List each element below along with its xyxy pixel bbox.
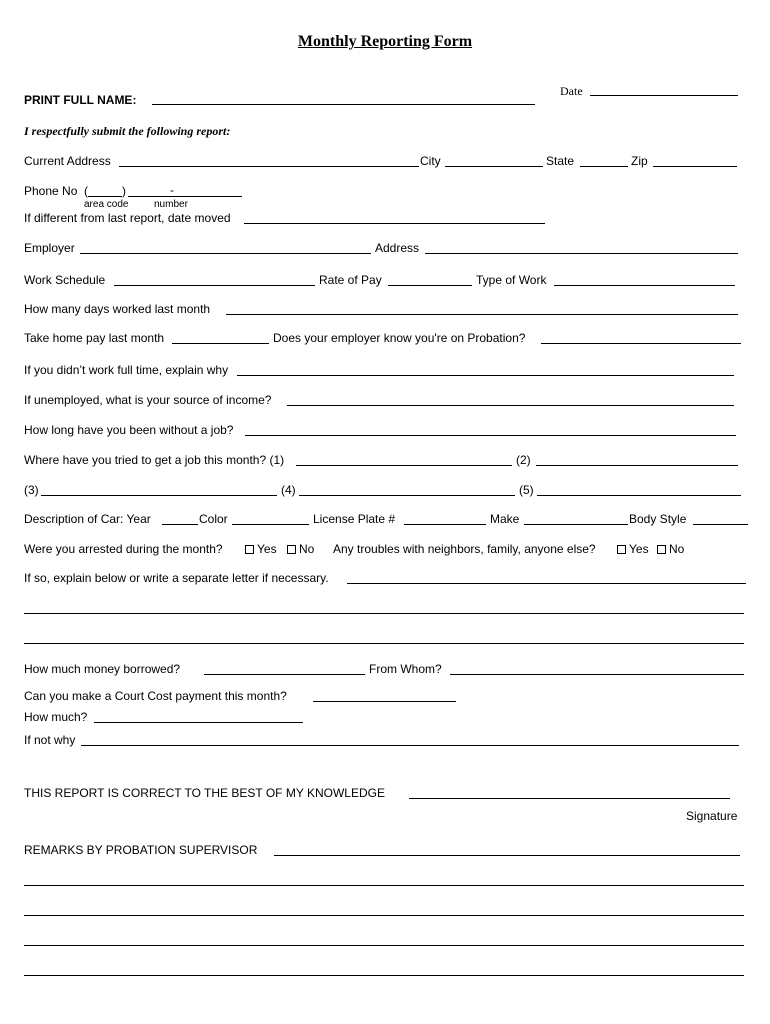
- phone-paren-close: ): [122, 184, 126, 198]
- troubles-yes-option[interactable]: [617, 542, 649, 556]
- employer-field[interactable]: [80, 253, 371, 254]
- license-plate-field[interactable]: [404, 524, 486, 525]
- not-full-time-label: If you didn’t work full time, explain why: [24, 363, 229, 377]
- work-schedule-label: Work Schedule: [24, 273, 106, 287]
- work-schedule-field[interactable]: [114, 285, 315, 286]
- job-search-field-1[interactable]: [296, 465, 512, 466]
- intro-text: I respectfully submit the following report:: [24, 124, 231, 138]
- arrested-label: Were you arrested during the month?: [24, 542, 223, 556]
- court-cost-label: Can you make a Court Cost payment this month?: [24, 689, 287, 703]
- how-much-field[interactable]: [94, 722, 303, 723]
- probation-field[interactable]: [541, 343, 741, 344]
- type-of-work-label: Type of Work: [476, 273, 547, 287]
- current-address-field[interactable]: [119, 166, 419, 167]
- from-whom-field[interactable]: [450, 674, 744, 675]
- current-address-label: Current Address: [24, 154, 111, 168]
- explain-field[interactable]: [347, 583, 746, 584]
- employer-address-field[interactable]: [425, 253, 738, 254]
- remarks-line-3[interactable]: [24, 915, 744, 916]
- days-worked-field[interactable]: [226, 314, 738, 315]
- explain-line-2[interactable]: [24, 613, 744, 614]
- arrested-yes-checkbox[interactable]: [245, 545, 254, 554]
- car-make-field[interactable]: [524, 524, 628, 525]
- state-label: State: [546, 154, 575, 168]
- not-full-time-field[interactable]: [237, 375, 734, 376]
- remarks-line-5[interactable]: [24, 975, 744, 976]
- arrested-no-label: No: [299, 542, 315, 556]
- job-search-number-5: (5): [519, 483, 534, 497]
- troubles-no-checkbox[interactable]: [657, 545, 666, 554]
- probation-question-label: Does your employer know you're on Probation?: [273, 331, 526, 345]
- explain-label: If so, explain below or write a separate letter if necessary.: [24, 571, 329, 585]
- type-of-work-field[interactable]: [554, 285, 735, 286]
- area-code-hint: area code: [84, 199, 129, 210]
- arrested-yes-label: Yes: [257, 542, 277, 556]
- take-home-pay-field[interactable]: [172, 343, 269, 344]
- employer-label: Employer: [24, 241, 75, 255]
- phone-paren-open: (: [84, 184, 88, 198]
- money-borrowed-label: How much money borrowed?: [24, 662, 181, 676]
- money-borrowed-field[interactable]: [204, 674, 365, 675]
- city-field[interactable]: [445, 166, 543, 167]
- license-plate-label: License Plate #: [313, 512, 396, 526]
- car-make-label: Make: [490, 512, 520, 526]
- car-year-label: Description of Car: Year: [24, 512, 151, 526]
- income-source-field[interactable]: [287, 405, 734, 406]
- job-search-field-3[interactable]: [41, 495, 277, 496]
- if-not-why-label: If not why: [24, 733, 76, 747]
- employer-address-label: Address: [375, 241, 420, 255]
- body-style-label: Body Style: [629, 512, 687, 526]
- signature-field[interactable]: [409, 798, 730, 799]
- phone-label: Phone No: [24, 184, 78, 198]
- date-moved-field[interactable]: [244, 223, 545, 224]
- state-field[interactable]: [580, 166, 628, 167]
- from-whom-label: From Whom?: [369, 662, 442, 676]
- zip-label: Zip: [631, 154, 648, 168]
- phone-number-field[interactable]: [128, 196, 242, 197]
- income-source-label: If unemployed, what is your source of income?: [24, 393, 272, 407]
- phone-area-code-field[interactable]: [88, 196, 122, 197]
- remarks-line-2[interactable]: [24, 885, 744, 886]
- arrested-no-option[interactable]: [287, 542, 314, 556]
- job-search-number-2: (2): [516, 453, 531, 467]
- certify-label: THIS REPORT IS CORRECT TO THE BEST OF MY KNOWLEDGE: [24, 786, 385, 800]
- car-color-label: Color: [199, 512, 228, 526]
- date-moved-label: If different from last report, date moved: [24, 211, 231, 225]
- car-year-field[interactable]: [162, 524, 198, 525]
- job-search-number-4: (4): [281, 483, 296, 497]
- phone-dash: -: [170, 183, 174, 197]
- rate-of-pay-field[interactable]: [388, 285, 472, 286]
- arrested-yes-option[interactable]: [245, 542, 277, 556]
- job-search-field-5[interactable]: [537, 495, 741, 496]
- how-much-label: How much?: [24, 710, 88, 724]
- troubles-no-label: No: [669, 542, 685, 556]
- job-search-field-2[interactable]: [536, 465, 738, 466]
- zip-field[interactable]: [653, 166, 737, 167]
- take-home-pay-label: Take home pay last month: [24, 331, 165, 345]
- print-name-field[interactable]: [152, 104, 535, 105]
- car-color-field[interactable]: [232, 524, 309, 525]
- body-style-field[interactable]: [693, 524, 748, 525]
- city-label: City: [420, 154, 441, 168]
- job-search-label: Where have you tried to get a job this month? (1): [24, 453, 285, 467]
- remarks-field[interactable]: [274, 855, 740, 856]
- form-title: Monthly Reporting Form: [297, 33, 473, 50]
- if-not-why-field[interactable]: [81, 745, 739, 746]
- job-search-field-4[interactable]: [299, 495, 515, 496]
- remarks-line-4[interactable]: [24, 945, 744, 946]
- job-search-number-3: (3): [24, 483, 39, 497]
- print-name-label: PRINT FULL NAME:: [24, 93, 137, 107]
- days-worked-label: How many days worked last month: [24, 302, 211, 316]
- number-hint: number: [154, 199, 188, 210]
- rate-of-pay-label: Rate of Pay: [319, 273, 382, 287]
- troubles-yes-checkbox[interactable]: [617, 545, 626, 554]
- date-label: Date: [560, 84, 583, 98]
- arrested-no-checkbox[interactable]: [287, 545, 296, 554]
- date-field[interactable]: [590, 95, 738, 96]
- troubles-yes-label: Yes: [629, 542, 649, 556]
- court-cost-field[interactable]: [313, 701, 456, 702]
- explain-line-3[interactable]: [24, 643, 744, 644]
- without-job-field[interactable]: [245, 435, 736, 436]
- without-job-label: How long have you been without a job?: [24, 423, 234, 437]
- signature-label: Signature: [686, 809, 738, 823]
- troubles-label: Any troubles with neighbors, family, anyone else?: [333, 542, 596, 556]
- remarks-label: REMARKS BY PROBATION SUPERVISOR: [24, 843, 258, 857]
- troubles-no-option[interactable]: [657, 542, 684, 556]
